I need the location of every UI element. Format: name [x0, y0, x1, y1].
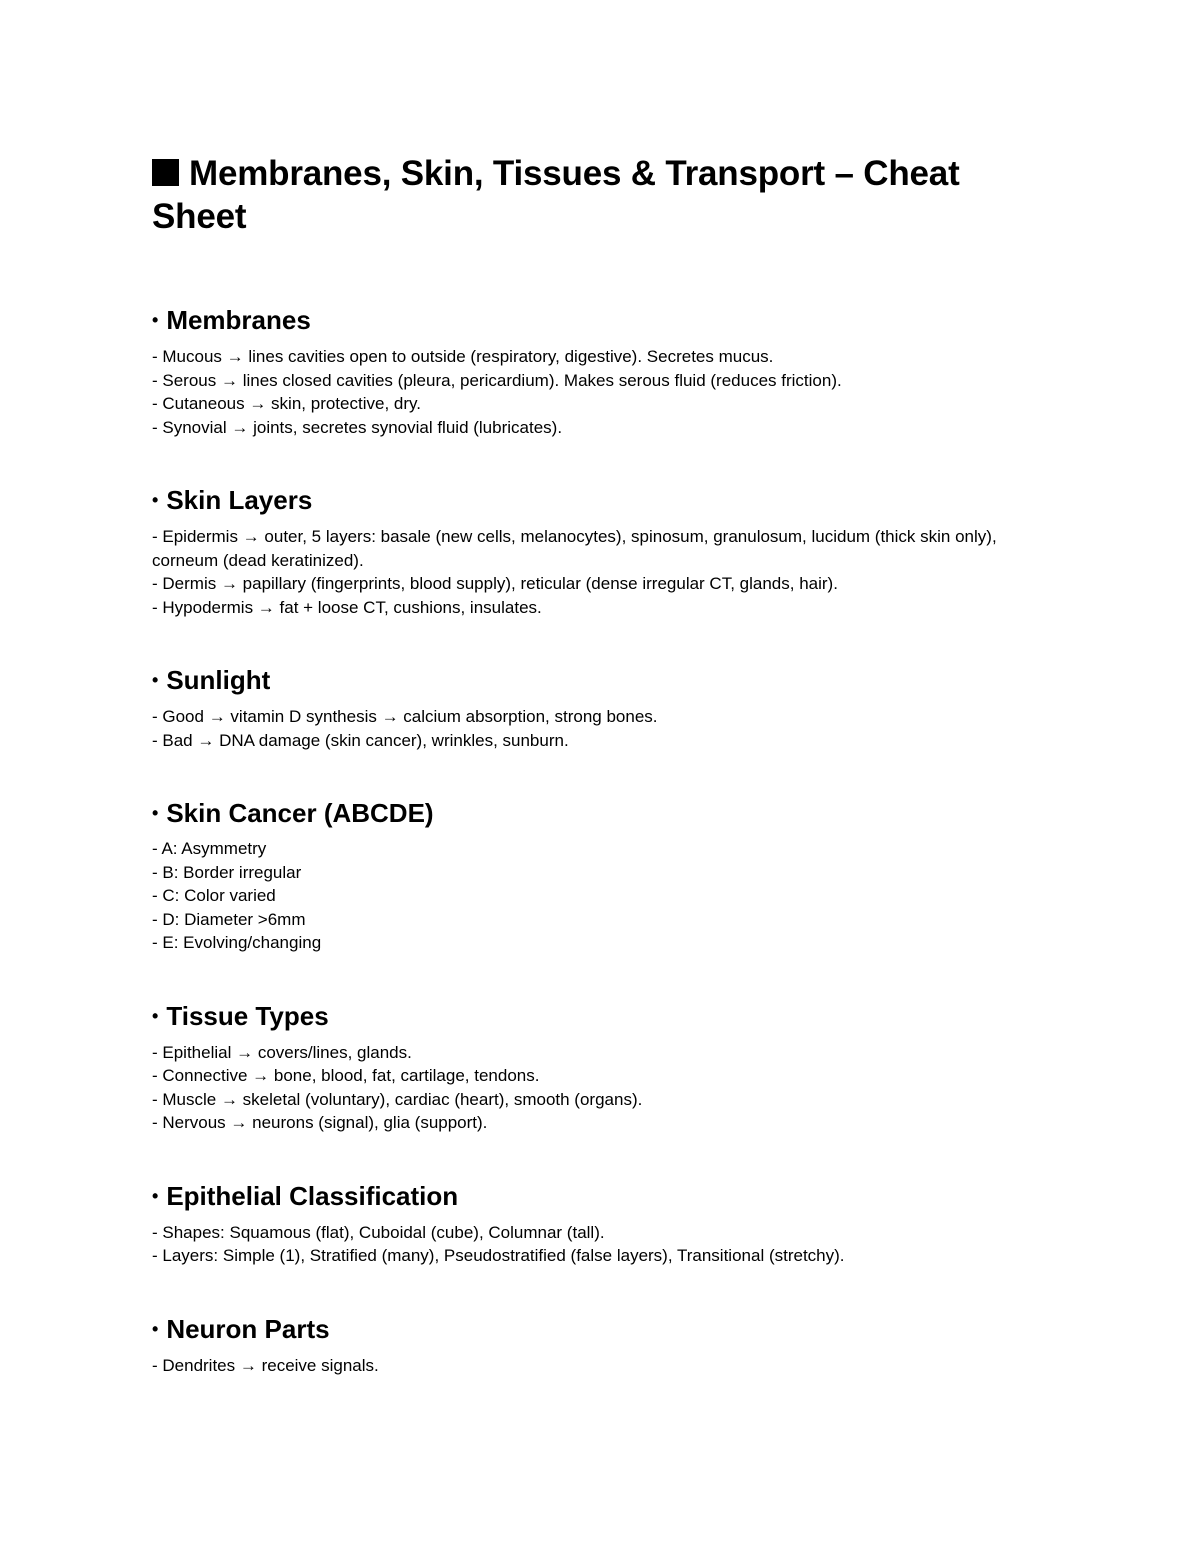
list-item: - Muscle → skeletal (voluntary), cardiac (heart), smooth (organs).: [152, 1089, 643, 1109]
list-item: - A: Asymmetry: [152, 839, 267, 858]
section-heading-text: Membranes: [166, 305, 311, 335]
section-sunlight: [152, 664, 1052, 752]
section-heading-text: Neuron Parts: [166, 1313, 330, 1344]
section-neuron-parts: [152, 1313, 1052, 1378]
bullet-icon: •: [152, 1185, 159, 1206]
section-lines: [152, 525, 1052, 619]
section-lines: [152, 705, 1052, 752]
bullet-icon: •: [152, 490, 159, 510]
list-item: - C: Color varied: [152, 886, 276, 905]
list-item: - E: Evolving/changing: [152, 933, 322, 952]
section-heading: [152, 797, 1052, 829]
section-membranes: [152, 304, 1052, 439]
square-bullet-icon: [152, 159, 179, 186]
list-item: - D: Diameter >6mm: [152, 909, 306, 929]
list-item: - Serous → lines closed cavities (pleura, pericardium). Makes serous fluid (reduces friction).: [152, 370, 842, 390]
list-item: - Cutaneous → skin, protective, dry.: [152, 394, 421, 413]
list-item: - Mucous → lines cavities open to outside (respiratory, digestive). Secretes mucus.: [152, 347, 774, 366]
list-item: - Layers: Simple (1), Stratified (many), Pseudostratified (false layers), Transitional (stretchy).: [152, 1246, 845, 1265]
section-lines: [152, 837, 1052, 955]
page-title: [152, 152, 1052, 238]
list-item: - B: Border irregular: [152, 862, 302, 882]
bullet-icon: •: [152, 1005, 159, 1026]
section-heading-text: Sunlight: [166, 665, 271, 695]
section-lines: [152, 345, 1052, 439]
section-heading: [152, 1180, 1052, 1212]
list-item: - Good → vitamin D synthesis → calcium absorption, strong bones.: [152, 707, 658, 726]
section-heading-text: Epithelial Classification: [166, 1180, 459, 1211]
section-lines: [152, 1221, 1052, 1268]
section-skin-cancer-abcde: [152, 797, 1052, 955]
list-item: - Shapes: Squamous (flat), Cuboidal (cube), Columnar (tall).: [152, 1222, 605, 1242]
list-item: - Hypodermis → fat + loose CT, cushions, insulates.: [152, 597, 542, 617]
section-heading: [152, 1000, 1052, 1032]
list-item: - Epithelial → covers/lines, glands.: [152, 1042, 412, 1062]
list-item: - Nervous → neurons (signal), glia (support).: [152, 1113, 488, 1132]
sections-container: [152, 304, 1052, 1377]
section-tissue-types: [152, 1000, 1052, 1135]
document-page: [152, 152, 1052, 1377]
bullet-icon: •: [152, 1318, 159, 1339]
section-heading: [152, 664, 1052, 696]
section-lines: [152, 1041, 1052, 1135]
section-lines: [152, 1354, 1052, 1378]
list-item: - Synovial → joints, secretes synovial fluid (lubricates).: [152, 417, 563, 437]
section-heading-text: Tissue Types: [166, 1000, 329, 1031]
page-title-text: Membranes, Skin, Tissues & Transport – Cheat Sheet: [152, 154, 960, 236]
bullet-icon: •: [152, 310, 159, 330]
section-heading: [152, 1313, 1052, 1345]
bullet-icon: •: [152, 803, 159, 823]
section-heading: [152, 304, 1052, 336]
list-item: - Bad → DNA damage (skin cancer), wrinkles, sunburn.: [152, 730, 569, 750]
section-heading: [152, 484, 1052, 516]
section-heading-text: Skin Cancer (ABCDE): [166, 798, 434, 828]
list-item: - Connective → bone, blood, fat, cartilage, tendons.: [152, 1066, 540, 1085]
list-item: - Dendrites → receive signals.: [152, 1355, 379, 1375]
section-skin-layers: [152, 484, 1052, 619]
section-epithelial-classification: [152, 1180, 1052, 1268]
list-item: - Epidermis → outer, 5 layers: basale (new cells, melanocytes), spinosum, granulosum, lucidum (thick skin only), corneum (dead keratinized).: [152, 527, 997, 570]
section-heading-text: Skin Layers: [166, 485, 313, 515]
list-item: - Dermis → papillary (fingerprints, blood supply), reticular (dense irregular CT, glands, hair).: [152, 574, 838, 593]
bullet-icon: •: [152, 670, 159, 690]
